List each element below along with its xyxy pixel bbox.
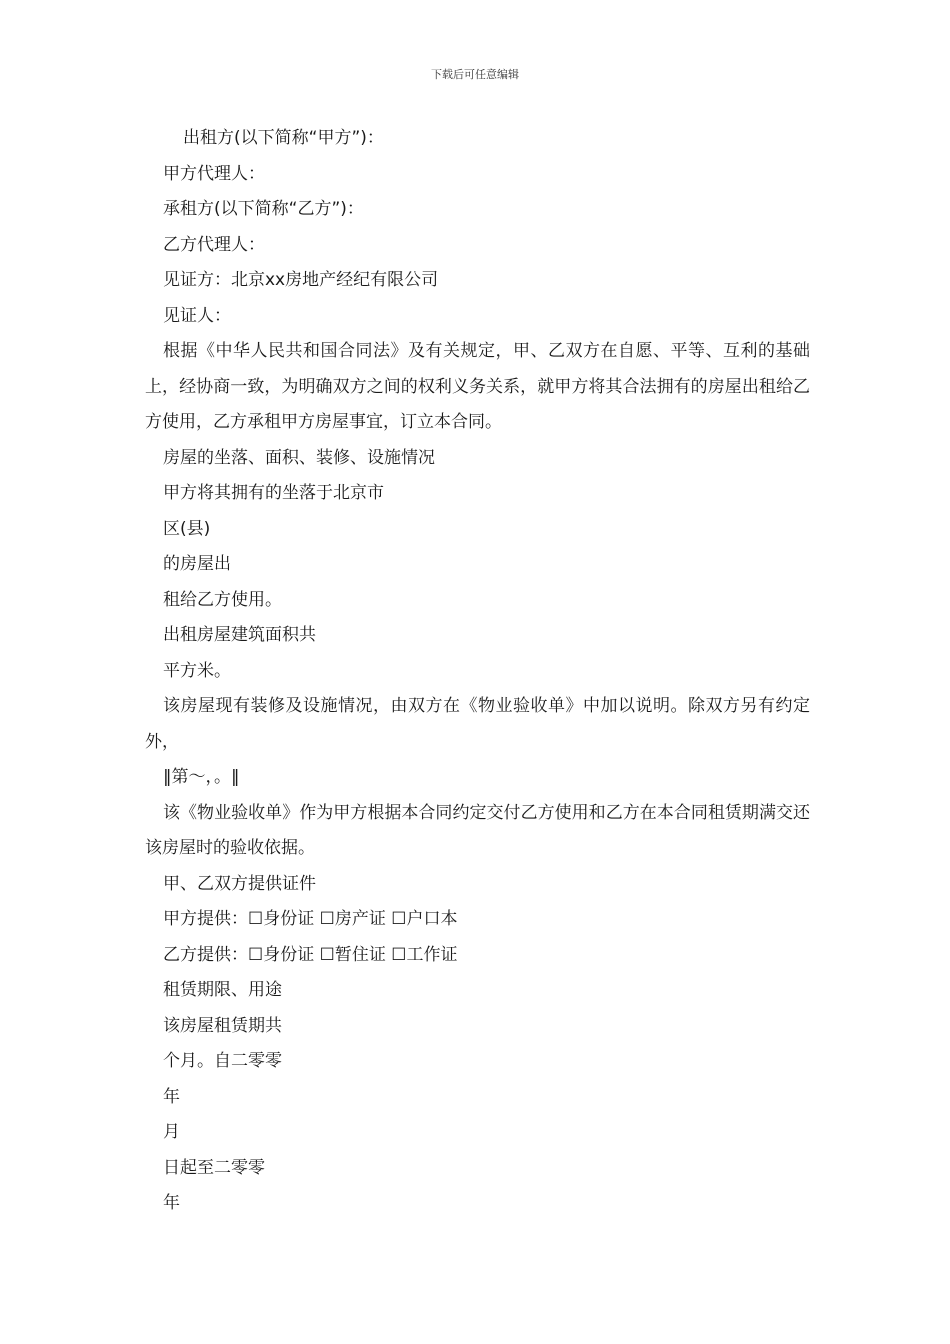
section-heading-term: 租赁期限、用途: [163, 980, 282, 1000]
area-line-1: 出租房屋建筑面积共: [163, 625, 316, 645]
area-line-2: 平方米。: [163, 660, 231, 681]
location-line-4: 租给乙方使用。: [163, 589, 282, 610]
term-line-4: 月: [163, 1122, 180, 1142]
lessor-line: 出租方(以下简称“甲方”)：: [183, 128, 384, 148]
term-line-1: 该房屋租赁期共: [163, 1015, 282, 1036]
term-line-2: 个月。自二零零: [163, 1051, 282, 1071]
witness-party-line: 见证方：北京xx房地产经纪有限公司: [163, 270, 439, 290]
term-line-5: 日起至二零零: [163, 1157, 265, 1178]
location-line-2: 区(县): [163, 518, 211, 539]
term-line-3: 年: [163, 1086, 180, 1107]
term-line-6: 年: [163, 1193, 180, 1213]
docs-party-b-line: 乙方提供：☐身份证 ☐暂住证 ☐工作证: [163, 944, 458, 965]
decoration-paragraph: 该房屋现有装修及设施情况，由双方在《物业验收单》中加以说明。除双方另有约定外，: [145, 696, 810, 752]
lessee-line: 承租方(以下简称“乙方”)：: [163, 199, 364, 219]
section-heading-location: 房屋的坐落、面积、装修、设施情况: [163, 447, 435, 468]
lessee-agent-line: 乙方代理人：: [163, 234, 265, 255]
marker-line: ‖第～，。‖: [163, 767, 240, 787]
lessor-agent-line: 甲方代理人：: [163, 163, 265, 184]
witness-person-line: 见证人：: [163, 305, 231, 326]
docs-party-a-line: 甲方提供：☐身份证 ☐房产证 ☐户口本: [163, 909, 458, 929]
header-note: 下载后可任意编辑: [431, 68, 519, 81]
contract-body: [145, 121, 810, 1222]
section-heading-docs: 甲、乙双方提供证件: [163, 873, 316, 894]
location-line-3: 的房屋出: [163, 554, 231, 574]
location-line-1: 甲方将其拥有的坐落于北京市: [163, 483, 384, 503]
inspection-paragraph: 该《物业验收单》作为甲方根据本合同约定交付乙方使用和乙方在本合同租赁期满交还该房屋时的验收依据。: [145, 802, 810, 858]
preamble-paragraph: 根据《中华人民共和国合同法》及有关规定，甲、乙双方在自愿、平等、互利的基础上，经协商一致，为明确双方之间的权利义务关系，就甲方将其合法拥有的房屋出租给乙方使用，乙方承租甲方房屋事宜，订立本合同。: [145, 341, 810, 432]
